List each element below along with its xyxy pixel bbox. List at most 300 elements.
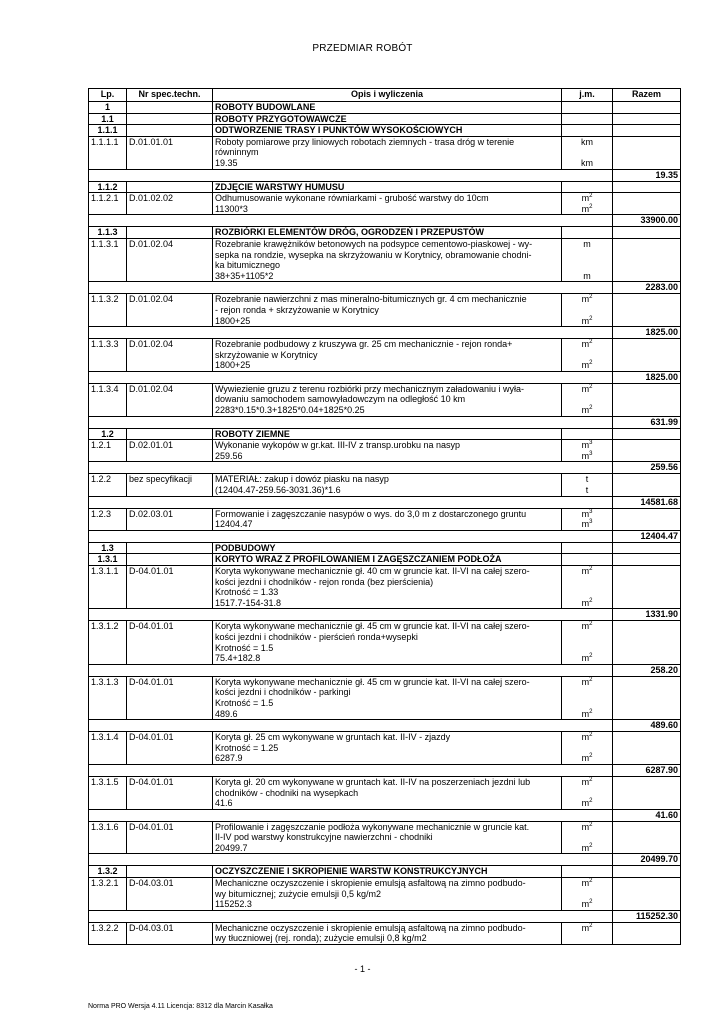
- item-total-value: 1825.00: [613, 371, 681, 383]
- item-spec: D.01.02.04: [127, 238, 213, 281]
- item-total-value: 259.56: [613, 462, 681, 474]
- table-header-row: [89, 89, 681, 102]
- item-number: 1.1.3.1: [89, 238, 127, 281]
- item-total-value: 6287.90: [613, 764, 681, 776]
- item-number: 1.1.3.4: [89, 383, 127, 416]
- item-unit-line: $m^2$: [581, 566, 593, 576]
- item-unit-line: $m^3$: [581, 519, 593, 530]
- item-unit-line: [564, 350, 610, 361]
- item-total-cell: [613, 566, 681, 609]
- total-row: [89, 282, 681, 294]
- item-unit-line: $m^2$: [581, 315, 593, 326]
- item-total-value: 33900.00: [613, 215, 681, 227]
- section-number: 1.1.2: [89, 181, 127, 193]
- item-description-line: II-IV pod warstwy konstrukcyjne nawierzchni - chodniki: [215, 832, 433, 843]
- item-number: 1.3.1.6: [89, 821, 127, 854]
- item-unit-line: $m^2$: [581, 676, 593, 687]
- item-row: [89, 878, 681, 911]
- item-description-line: Profilowanie i zagęszczanie podłoża wykonywane mechanicznie w gruncie kat.: [215, 821, 530, 832]
- item-description-line: 115252.3: [215, 899, 252, 910]
- item-description: [213, 922, 562, 944]
- total-row: [89, 720, 681, 732]
- header-lp: Lp.: [89, 89, 127, 102]
- item-description-line: kości jezdni i chodników - pierścień ronda+wysepki: [215, 631, 418, 642]
- item-unit-line: $m^2$: [581, 339, 593, 350]
- item-number: 1.3.1.3: [89, 676, 127, 719]
- item-total-cell: [613, 776, 681, 809]
- section-unit-cell: [562, 554, 613, 566]
- item-description-line: Rozebranie nawierzchni z mas mineralno-bitumicznych gr. 4 cm mechanicznie: [215, 294, 527, 305]
- section-row: [89, 227, 681, 239]
- item-spec: D-04.01.01: [127, 732, 213, 765]
- item-description: [213, 508, 562, 530]
- item-description-line: 75.4+182.8: [215, 653, 261, 664]
- item-unit-line: [564, 889, 610, 900]
- item-total-cell: [613, 474, 681, 496]
- item-unit: [562, 621, 613, 664]
- total-spacer: [89, 327, 613, 339]
- item-unit-line: $m^2$: [581, 653, 593, 664]
- item-description-line: Roboty pomiarowe przy liniowych robotach ziemnych - trasa dróg w terenie: [215, 136, 515, 147]
- item-spec: D-04.01.01: [127, 821, 213, 854]
- item-unit-line: [564, 698, 610, 709]
- item-row: [89, 440, 681, 462]
- section-unit-cell: [562, 227, 613, 239]
- item-unit-line: [564, 250, 610, 261]
- section-title: OCZYSZCZENIE I SKROPIENIE WARSTW KONSTRUKCYJNYCH: [213, 866, 562, 878]
- section-row: [89, 554, 681, 566]
- item-description-line: Rozebranie krawężników betonowych na podsypce cementowo-piaskowej - wy-: [215, 238, 533, 249]
- item-spec: D-04.01.01: [127, 676, 213, 719]
- item-description-line: kości jezdni i chodników - rejon ronda (bez pierścienia): [215, 576, 434, 587]
- total-spacer: [89, 282, 613, 294]
- item-unit: [562, 508, 613, 530]
- item-unit-line: [564, 788, 610, 799]
- item-unit-line: $m^3$: [581, 440, 593, 451]
- item-description: [213, 193, 562, 215]
- item-number: 1.2.2: [89, 474, 127, 496]
- item-unit: [562, 238, 613, 281]
- item-unit-line: [564, 587, 610, 598]
- section-total-cell: [613, 866, 681, 878]
- item-row: [89, 821, 681, 854]
- item-unit: [562, 383, 613, 416]
- item-description-line: wy bitumicznej; zużycie emulsji 0,5 kg/m2: [215, 888, 382, 899]
- item-row: [89, 922, 681, 944]
- item-description-line: wy tłuczniowej (rej. ronda); zużycie emulsji 0,8 kg/m2: [215, 933, 427, 944]
- item-total-value: 631.99: [613, 416, 681, 428]
- item-total-cell: [613, 339, 681, 372]
- item-number: 1.3.1.1: [89, 566, 127, 609]
- item-description-line: 259.56: [215, 450, 243, 461]
- item-total-cell: [613, 922, 681, 944]
- item-total-cell: [613, 440, 681, 462]
- total-spacer: [89, 764, 613, 776]
- section-unit-cell: [562, 542, 613, 554]
- item-unit: [562, 339, 613, 372]
- item-description-line: dowaniu samochodem samowyładowczym na odległość 10 km: [215, 394, 466, 405]
- item-description-line: Koryta gł. 25 cm wykonywane w gruntach kat. II-IV - zjazdy: [215, 732, 451, 743]
- item-unit: [562, 732, 613, 765]
- section-row: [89, 125, 681, 137]
- item-total-value: 1331.90: [613, 609, 681, 621]
- item-spec: D.01.02.04: [127, 294, 213, 327]
- item-number: 1.1.3.3: [89, 339, 127, 372]
- total-row: [89, 809, 681, 821]
- section-row: [89, 102, 681, 114]
- section-total-cell: [613, 125, 681, 137]
- item-description-line: 20499.7: [215, 842, 248, 853]
- section-spec-cell: [127, 428, 213, 440]
- item-row: [89, 193, 681, 215]
- item-total-value: 115252.30: [613, 910, 681, 922]
- section-spec-cell: [127, 542, 213, 554]
- item-spec: D-04.01.01: [127, 621, 213, 664]
- total-spacer: [89, 371, 613, 383]
- item-description: [213, 383, 562, 416]
- item-description-line: Koryta wykonywane mechanicznie gł. 45 cm w gruncie kat. II-VI na całej szero-: [215, 621, 530, 632]
- section-title: ROBOTY BUDOWLANE: [213, 102, 562, 114]
- section-title: ZDJĘCIE WARSTWY HUMUSU: [213, 181, 562, 193]
- item-description-line: 41.6: [215, 798, 233, 809]
- item-spec: D.02.01.01: [127, 440, 213, 462]
- item-unit-line: $m^3$: [581, 450, 593, 461]
- item-row: [89, 136, 681, 169]
- section-total-cell: [613, 542, 681, 554]
- item-total-cell: [613, 821, 681, 854]
- item-description-line: kości jezdni i chodników - parkingi: [215, 687, 351, 698]
- total-row: [89, 854, 681, 866]
- item-description-line: chodników - chodniki na wysepkach: [215, 787, 359, 798]
- item-unit-line: [564, 394, 610, 405]
- item-spec: D.01.02.04: [127, 339, 213, 372]
- item-unit-line: $m^2$: [581, 922, 593, 933]
- item-description-line: Koryta gł. 20 cm wykonywane w gruntach kat. II-IV na poszerzeniach jezdni lub: [215, 776, 531, 787]
- item-description: [213, 440, 562, 462]
- item-description-line: - rejon ronda + skrzyżowanie w Korytnicy: [215, 304, 379, 315]
- item-row: [89, 238, 681, 281]
- item-description-line: Formowanie i zagęszczanie nasypów o wys. do 3,0 m z dostarczonego gruntu: [215, 508, 527, 519]
- total-row: [89, 327, 681, 339]
- section-row: [89, 113, 681, 125]
- item-description-line: Krotność = 1.25: [215, 742, 279, 753]
- total-spacer: [89, 169, 613, 181]
- item-unit-line: [564, 260, 610, 271]
- item-description-line: Krotność = 1.33: [215, 587, 279, 598]
- item-total-cell: [613, 878, 681, 911]
- header-spec: Nr spec.techn.: [127, 89, 213, 102]
- item-total-cell: [613, 508, 681, 530]
- item-number: 1.3.1.4: [89, 732, 127, 765]
- item-row: [89, 339, 681, 372]
- item-unit: [562, 193, 613, 215]
- item-description: [213, 776, 562, 809]
- total-row: [89, 764, 681, 776]
- section-unit-cell: [562, 125, 613, 137]
- item-description: [213, 294, 562, 327]
- item-description-line: sepka na rondzie, wysepka na skrzyżowaniu w Korytnicy, obramowanie chodni-: [215, 249, 532, 260]
- item-spec: bez specyfikacji: [127, 474, 213, 496]
- total-spacer: [89, 720, 613, 732]
- item-row: [89, 508, 681, 530]
- item-unit-line: m: [583, 270, 591, 281]
- item-description-line: 489.6: [215, 708, 238, 719]
- section-title: ROZBIÓRKI ELEMENTÓW DRÓG, OGRODZEŃ I PRZEPUSTÓW: [213, 227, 562, 239]
- item-spec: D.02.03.01: [127, 508, 213, 530]
- total-row: [89, 371, 681, 383]
- item-unit-line: $m^2$: [581, 360, 593, 371]
- item-unit-line: $m^2$: [581, 294, 593, 305]
- item-unit: [562, 440, 613, 462]
- item-unit: [562, 136, 613, 169]
- section-spec-cell: [127, 554, 213, 566]
- total-spacer: [89, 910, 613, 922]
- total-spacer: [89, 854, 613, 866]
- section-total-cell: [613, 428, 681, 440]
- item-description: [213, 136, 562, 169]
- section-total-cell: [613, 102, 681, 114]
- item-unit-line: [564, 305, 610, 316]
- item-description-line: Wywiezienie gruzu z terenu rozbiórki przy mechanicznym załadowaniu i wyła-: [215, 383, 525, 394]
- item-total-cell: [613, 621, 681, 664]
- item-description-line: Koryta wykonywane mechanicznie gł. 45 cm w gruncie kat. II-VI na całej szero-: [215, 676, 530, 687]
- item-description-line: 1800+25: [215, 315, 251, 326]
- item-description-line: 12404.47: [215, 519, 253, 530]
- total-spacer: [89, 809, 613, 821]
- page-title: PRZEDMIAR ROBÓT: [312, 43, 413, 54]
- item-description: [213, 621, 562, 664]
- section-row: [89, 866, 681, 878]
- item-description-line: 38+35+1105*2: [215, 270, 274, 281]
- item-number: 1.3.2.2: [89, 922, 127, 944]
- item-description: [213, 566, 562, 609]
- item-unit-line: $m^2$: [581, 776, 593, 787]
- item-description-line: Krotność = 1.5: [215, 697, 274, 708]
- total-row: [89, 664, 681, 676]
- item-total-cell: [613, 732, 681, 765]
- item-unit-line: $m^2$: [581, 708, 593, 719]
- header-total: Razem: [613, 89, 681, 102]
- section-spec-cell: [127, 113, 213, 125]
- section-total-cell: [613, 554, 681, 566]
- section-number: 1.3.1: [89, 554, 127, 566]
- item-total-cell: [613, 136, 681, 169]
- total-spacer: [89, 496, 613, 508]
- item-description-line: Krotność = 1.5: [215, 642, 274, 653]
- item-description: [213, 732, 562, 765]
- item-number: 1.2.1: [89, 440, 127, 462]
- item-row: [89, 732, 681, 765]
- item-spec: D.01.02.02: [127, 193, 213, 215]
- footer-license: Norma PRO Wersja 4.11 Licencja: 8312 dla Marcin Kasałka: [88, 1003, 273, 1010]
- item-row: [89, 294, 681, 327]
- item-description-line: Koryta wykonywane mechanicznie gł. 40 cm w gruncie kat. II-VI na całej szero-: [215, 566, 530, 576]
- item-total-value: 14581.68: [613, 496, 681, 508]
- page-number: - 1 -: [354, 964, 371, 974]
- section-title: PODBUDOWY: [213, 542, 562, 554]
- item-unit-line: $m^2$: [581, 821, 593, 832]
- item-description: [213, 339, 562, 372]
- item-spec: D-04.03.01: [127, 922, 213, 944]
- item-spec: D.01.02.04: [127, 383, 213, 416]
- section-spec-cell: [127, 102, 213, 114]
- item-spec: D-04.03.01: [127, 878, 213, 911]
- section-spec-cell: [127, 227, 213, 239]
- item-description-line: Odhumusowanie wykonane równiarkami - grubość warstwy do 10cm: [215, 193, 489, 204]
- item-unit-line: $m^2$: [581, 621, 593, 632]
- item-description: [213, 238, 562, 281]
- item-description-line: skrzyżowanie w Korytnicy: [215, 349, 318, 360]
- total-row: [89, 169, 681, 181]
- item-description-line: równinnym: [215, 147, 259, 158]
- item-description-line: 1800+25: [215, 360, 251, 371]
- item-unit: [562, 676, 613, 719]
- table-body: [89, 102, 681, 945]
- item-unit-line: $m^2$: [581, 203, 593, 214]
- item-unit-line: $m^2$: [581, 405, 593, 416]
- section-total-cell: [613, 181, 681, 193]
- item-total-value: 19.35: [613, 169, 681, 181]
- item-unit: [562, 776, 613, 809]
- header-unit: j.m.: [562, 89, 613, 102]
- item-unit-line: [564, 933, 610, 944]
- item-total-value: 1825.00: [613, 327, 681, 339]
- total-row: [89, 462, 681, 474]
- item-unit-line: $m^2$: [581, 899, 593, 910]
- total-row: [89, 496, 681, 508]
- item-unit: [562, 821, 613, 854]
- item-row: [89, 383, 681, 416]
- item-row: [89, 776, 681, 809]
- item-description-line: 2283*0.15*0.3+1825*0.04+1825*0.25: [215, 405, 365, 416]
- section-unit-cell: [562, 428, 613, 440]
- section-title: KORYTO WRAZ Z PROFILOWANIEM I ZAGĘSZCZANIEM PODŁOŻA: [213, 554, 562, 566]
- section-title: ROBOTY PRZYGOTOWAWCZE: [213, 113, 562, 125]
- item-total-cell: [613, 294, 681, 327]
- item-number: 1.3.2.1: [89, 878, 127, 911]
- section-number: 1.1.3: [89, 227, 127, 239]
- item-unit-line: $m^2$: [581, 753, 593, 764]
- item-unit-line: [564, 687, 610, 698]
- section-spec-cell: [127, 181, 213, 193]
- item-spec: D-04.01.01: [127, 776, 213, 809]
- item-unit-line: [564, 743, 610, 754]
- section-total-cell: [613, 113, 681, 125]
- section-number: 1: [89, 102, 127, 114]
- item-unit-line: [564, 147, 610, 158]
- section-title: ODTWORZENIE TRASY I PUNKTÓW WYSOKOŚCIOWYCH: [213, 125, 562, 137]
- item-row: [89, 676, 681, 719]
- total-spacer: [89, 416, 613, 428]
- item-number: 1.2.3: [89, 508, 127, 530]
- section-spec-cell: [127, 125, 213, 137]
- total-spacer: [89, 462, 613, 474]
- item-description-line: ka bitumicznego: [215, 260, 281, 271]
- item-total-value: 41.60: [613, 809, 681, 821]
- item-description-line: MATERIAŁ: zakup i dowóz piasku na nasyp: [215, 474, 389, 485]
- item-unit-line: [564, 577, 610, 588]
- item-unit-line: $m^2$: [581, 878, 593, 889]
- total-row: [89, 530, 681, 542]
- section-row: [89, 542, 681, 554]
- item-row: [89, 621, 681, 664]
- section-row: [89, 428, 681, 440]
- item-spec: D.01.01.01: [127, 136, 213, 169]
- item-unit-line: $m^2$: [581, 842, 593, 853]
- item-unit-line: $m^3$: [581, 508, 593, 519]
- section-number: 1.2: [89, 428, 127, 440]
- item-total-value: 258.20: [613, 664, 681, 676]
- item-unit-line: [564, 632, 610, 643]
- item-description-line: (12404.47-259.56-3031.36)*1.6: [215, 485, 341, 496]
- section-unit-cell: [562, 866, 613, 878]
- item-description-line: Rozebranie podbudowy z kruszywa gr. 25 cm mechanicznie - rejon ronda+: [215, 339, 513, 350]
- item-unit-line: $m^2$: [581, 732, 593, 743]
- section-unit-cell: [562, 113, 613, 125]
- item-description: [213, 821, 562, 854]
- item-total-value: 12404.47: [613, 530, 681, 542]
- item-unit-line: t: [585, 485, 589, 496]
- section-title: ROBOTY ZIEMNE: [213, 428, 562, 440]
- section-number: 1.3: [89, 542, 127, 554]
- item-unit: [562, 474, 613, 496]
- item-total-value: 20499.70: [613, 854, 681, 866]
- section-total-cell: [613, 227, 681, 239]
- item-unit-line: t: [585, 474, 589, 485]
- item-row: [89, 566, 681, 609]
- total-spacer: [89, 609, 613, 621]
- section-spec-cell: [127, 866, 213, 878]
- item-unit: [562, 294, 613, 327]
- item-unit-line: [564, 832, 610, 843]
- item-number: 1.1.2.1: [89, 193, 127, 215]
- total-row: [89, 910, 681, 922]
- item-description: [213, 676, 562, 719]
- item-row: [89, 474, 681, 496]
- item-description: [213, 474, 562, 496]
- item-total-value: 489.60: [613, 720, 681, 732]
- item-total-cell: [613, 193, 681, 215]
- item-number: 1.3.1.2: [89, 621, 127, 664]
- total-spacer: [89, 215, 613, 227]
- header-description: Opis i wyliczenia: [213, 89, 562, 102]
- total-row: [89, 215, 681, 227]
- item-unit-line: km: [581, 157, 593, 168]
- item-total-value: 2283.00: [613, 282, 681, 294]
- item-number: 1.1.1.1: [89, 136, 127, 169]
- item-unit-line: $m^2$: [581, 597, 593, 608]
- section-row: [89, 181, 681, 193]
- section-number: 1.3.2: [89, 866, 127, 878]
- item-number: 1.1.3.2: [89, 294, 127, 327]
- item-description: [213, 878, 562, 911]
- section-unit-cell: [562, 102, 613, 114]
- section-number: 1.1: [89, 113, 127, 125]
- item-unit-line: km: [581, 136, 593, 147]
- item-total-cell: [613, 238, 681, 281]
- item-unit-line: $m^2$: [581, 193, 593, 204]
- item-unit-line: m: [583, 238, 591, 249]
- item-number: 1.3.1.5: [89, 776, 127, 809]
- item-unit: [562, 922, 613, 944]
- section-unit-cell: [562, 181, 613, 193]
- item-description-line: 6287.9: [215, 753, 243, 764]
- item-spec: D-04.01.01: [127, 566, 213, 609]
- item-description-line: Mechaniczne oczyszczenie i skropienie emulsją asfaltową na zimno podbudo-: [215, 878, 526, 889]
- total-spacer: [89, 530, 613, 542]
- estimate-table: [88, 88, 681, 945]
- item-unit-line: [564, 643, 610, 654]
